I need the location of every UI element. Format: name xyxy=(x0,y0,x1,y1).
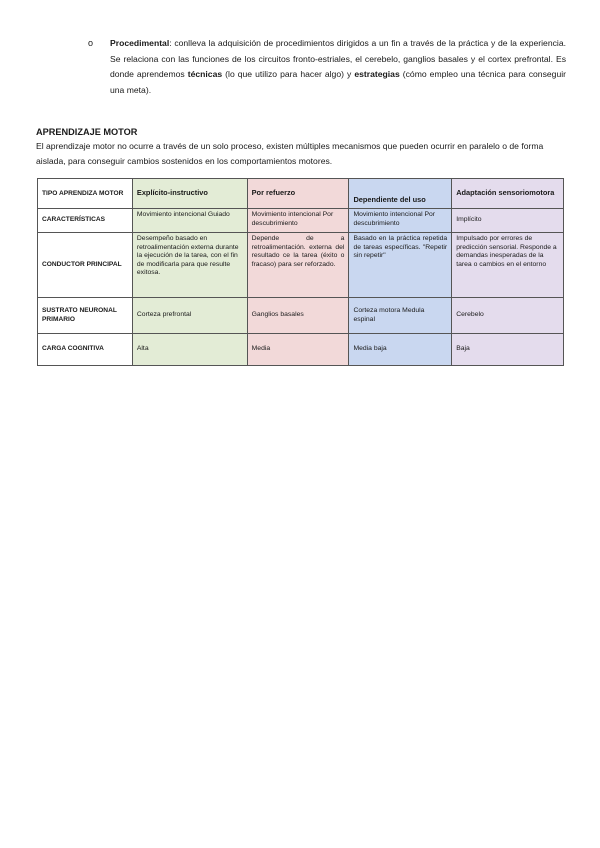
term-estrategias: estrategias xyxy=(354,69,400,79)
bullet-text-3: (cómo empleo una técnica para conseguir una meta). xyxy=(110,69,566,95)
row-header: CARACTERÍSTICAS xyxy=(38,209,133,233)
table-corner-header: TIPO APRENDIZA MOTOR xyxy=(38,179,133,209)
table-cell: Desempeño basado en retroalimentación externa durante la ejecución de la tarea, con el fin de modificarla para que resulte exitosa. xyxy=(132,233,247,298)
bullet-text-2: (lo que utilizo para hacer algo) y xyxy=(222,69,355,79)
bullet-marker: o xyxy=(88,38,94,48)
table-cell: Corteza motora Medula espinal xyxy=(349,298,452,334)
table-cell: Implícito xyxy=(452,209,564,233)
column-header: Adaptación sensoriomotora xyxy=(452,179,564,209)
row-header: SUSTRATO NEURONAL PRIMARIO xyxy=(38,298,133,334)
table-cell: Depende de a retroalimentación. externa del resultado ce la tarea (éxito o fracaso) para ser reforzado. xyxy=(247,233,349,298)
table-cell: Corteza prefrontal xyxy=(132,298,247,334)
row-header: CARGA COGNITIVA xyxy=(38,334,133,366)
table-row xyxy=(38,209,564,233)
table-row xyxy=(38,334,564,366)
table-cell: Ganglios basales xyxy=(247,298,349,334)
table-cell: Movimiento intencional Guiado xyxy=(132,209,247,233)
bullet-text-1: : conlleva la adquisición de procedimientos dirigidos a un fin a través de la práctica y de la experiencia. Se relaciona con las funciones de los circuitos fronto-estriales, el cerebelo, ganglios basales y el cortex prefrontal. Es donde aprendemos xyxy=(110,38,566,79)
table-cell: Movimiento intencional Por descubrimiento xyxy=(247,209,349,233)
table-cell: Cerebelo xyxy=(452,298,564,334)
term-tecnicas: técnicas xyxy=(187,69,223,79)
table-cell: Alta xyxy=(132,334,247,366)
row-header: CONDUCTOR PRINCIPAL xyxy=(38,233,133,298)
column-header: Explícito-instructivo xyxy=(132,179,247,209)
table-cell: Baja xyxy=(452,334,564,366)
table-cell: Media xyxy=(247,334,349,366)
column-header: Por refuerzo xyxy=(247,179,349,209)
table-cell: Impulsado por errores de predicción sensorial. Responde a demandas inesperadas de la tarea o cambios en el entorno xyxy=(452,233,564,298)
table-cell: Movimiento intencional Por descubrimiento xyxy=(349,209,452,233)
term-procedimental: Procedimental xyxy=(110,38,170,48)
section-title: APRENDIZAJE MOTOR xyxy=(36,127,138,137)
table-cell: Media baja xyxy=(349,334,452,366)
table-cell: Basado en la práctica repetida de tareas específicas. "Repetir sin repetir" xyxy=(349,233,452,298)
table-row xyxy=(38,298,564,334)
bullet-procedimental xyxy=(88,36,566,98)
table-row xyxy=(38,233,564,298)
motor-learning-table xyxy=(37,178,564,366)
bullet-text xyxy=(110,36,566,98)
table-header-row xyxy=(38,179,564,209)
column-header: Dependiente del uso xyxy=(349,179,452,209)
section-paragraph: El aprendizaje motor no ocurre a través de un solo proceso, existen múltiples mecanismos que pueden ocurrir en paralelo o de forma aislada, para conseguir cambios sostenidos en los comportamientos motores. xyxy=(36,141,544,166)
